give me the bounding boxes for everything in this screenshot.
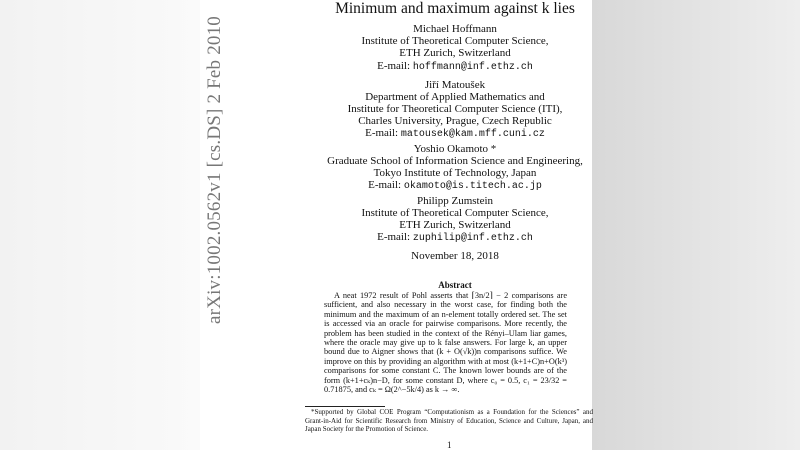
author-email: matousek@kam.mff.cuni.cz xyxy=(400,129,545,140)
author-affiliation: ETH Zurich, Switzerland xyxy=(399,219,511,231)
footnote-rule xyxy=(305,406,385,407)
author-email: zuphilip@inf.ethz.ch xyxy=(412,233,533,244)
author-email-line xyxy=(305,60,605,74)
author-email-line xyxy=(305,179,605,193)
author-email: okamoto@is.titech.ac.jp xyxy=(403,181,542,192)
author-name: Jiří Matoušek xyxy=(424,79,486,91)
email-label: E-mail: xyxy=(368,179,402,191)
paper-date: November 18, 2018 xyxy=(411,250,499,262)
author-email-line xyxy=(305,127,605,141)
author-affiliation: Graduate School of Information Science and Engineering, xyxy=(327,155,583,167)
left-background xyxy=(0,0,200,450)
author-affiliation: Institute for Theoretical Computer Science (ITI), xyxy=(347,103,563,115)
author-name: Michael Hoffmann xyxy=(413,23,497,35)
email-label: E-mail: xyxy=(377,60,411,72)
author-affiliation: Tokyo Institute of Technology, Japan xyxy=(373,167,537,179)
author-email-line xyxy=(305,231,605,245)
footnote: *Supported by Global COE Program “Computationism as a Foundation for the Sciences” and Grant-in-Aid for Scientific Research from Ministry of Education, Science and Culture, Japan, and Japan Society for the Promotion of Science. xyxy=(305,408,593,433)
author-name: Philipp Zumstein xyxy=(416,195,494,207)
paper-title: Minimum and maximum against k lies xyxy=(335,0,575,17)
author-affiliation: Charles University, Prague, Czech Republic xyxy=(358,115,552,127)
author-affiliation: Institute of Theoretical Computer Science, xyxy=(361,207,549,219)
email-label: E-mail: xyxy=(377,231,411,243)
page-number: 1 xyxy=(447,440,452,450)
email-label: E-mail: xyxy=(365,127,399,139)
arxiv-stamp: arXiv:1002.0562v1 [cs.DS] 2 Feb 2010 xyxy=(204,15,225,325)
author-affiliation: Department of Applied Mathematics and xyxy=(365,91,545,103)
right-background xyxy=(592,0,800,450)
author-affiliation: ETH Zurich, Switzerland xyxy=(399,47,511,59)
abstract-heading: Abstract xyxy=(438,280,472,290)
author-affiliation: Institute of Theoretical Computer Science, xyxy=(361,35,549,47)
author-email: hoffmann@inf.ethz.ch xyxy=(412,62,533,73)
abstract-text: A neat 1972 result of Pohl asserts that ⌈3n/2⌉ − 2 comparisons are sufficient, and also necessary in the worst case, for finding both the minimum and the maximum of an n-element totally ordered set. The set is accessed via an oracle for pairwise comparisons. More recently, the problem has been studied in the context of the Rényi–Ulam liar games, where the oracle may give up to k false answers. For large k, an upper bound due to Aigner shows that (k + O(√k))n comparisons suffice. We improve on this by providing an algorithm with at most (k+1+C)n+O(k³) comparisons for some constant C. The known lower bounds are of the form (k+1+cₖ)n−D, for some constant D, where c₀ = 0.5, c₁ = 23/32 = 0.71875, and cₖ = Ω(2^−5k/4) as k → ∞. xyxy=(324,291,567,395)
author-name: Yoshio Okamoto * xyxy=(413,143,497,155)
